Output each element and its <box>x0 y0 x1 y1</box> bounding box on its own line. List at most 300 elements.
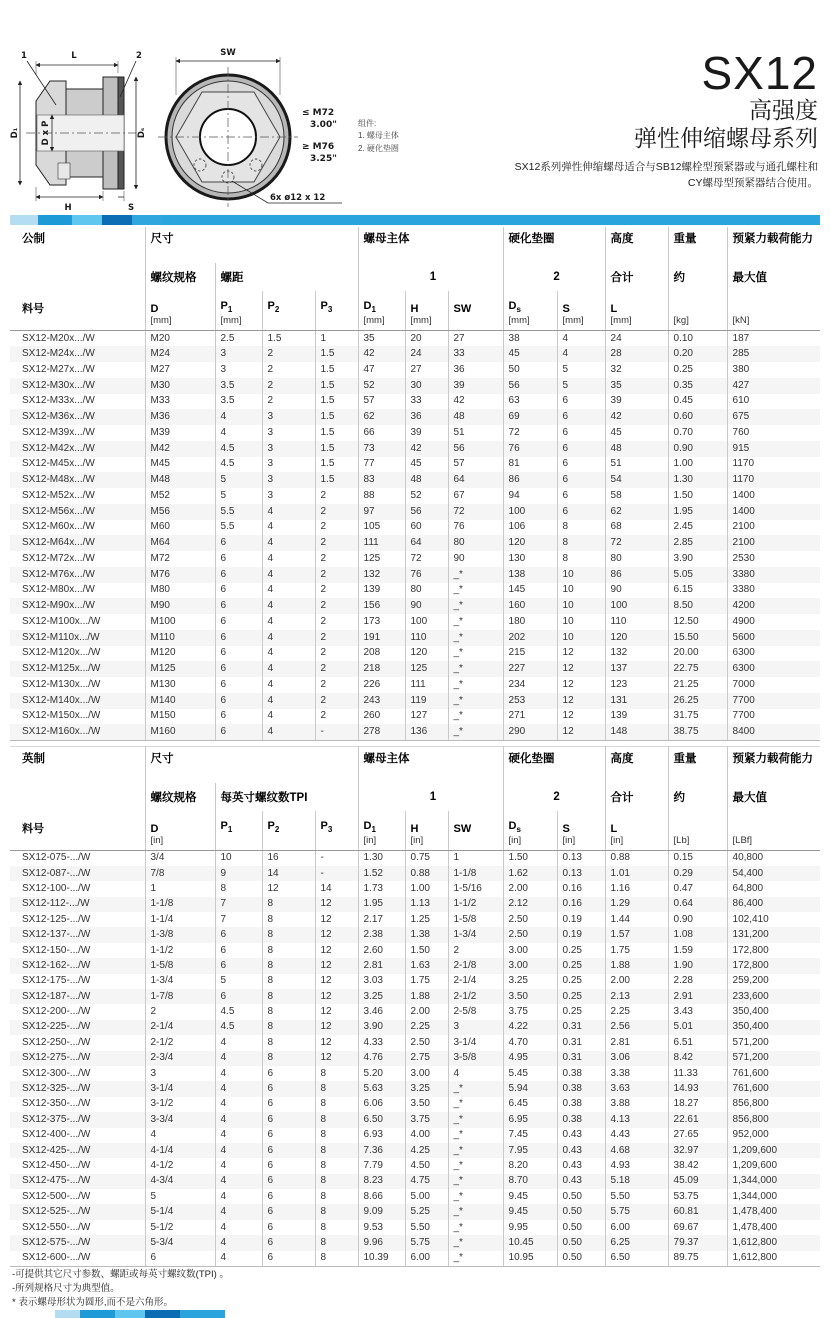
table-row <box>10 646 820 662</box>
value-cell: 12 <box>557 646 605 662</box>
value-cell: _* <box>448 630 503 646</box>
value-cell: 7700 <box>727 693 820 709</box>
table-row <box>10 677 820 693</box>
value-cell: 5.5 <box>215 504 262 520</box>
subgroup-pitch: 螺距 <box>215 263 358 291</box>
subgroup-empty <box>10 783 145 811</box>
value-cell: 227 <box>503 661 557 677</box>
value-cell: 5.50 <box>605 1189 668 1204</box>
value-cell: 1,478,400 <box>727 1204 820 1219</box>
value-cell: 8 <box>315 1066 358 1081</box>
value-cell: 4 <box>262 677 315 693</box>
part-number-cell: SX12-M130x.../W <box>22 678 101 690</box>
value-cell: 12 <box>557 661 605 677</box>
value-cell: 6 <box>145 1251 215 1266</box>
value-cell: 2.85 <box>668 535 727 551</box>
column-header: 料号 <box>10 291 145 331</box>
part-number-cell: SX12-M48x.../W <box>22 474 95 486</box>
value-cell: 6 <box>215 630 262 646</box>
value-cell: 21.25 <box>668 677 727 693</box>
value-cell: 1.75 <box>405 974 448 989</box>
value-cell: 6 <box>215 724 262 740</box>
value-cell: 2 <box>315 630 358 646</box>
table-row <box>10 331 820 347</box>
table-row <box>10 598 820 614</box>
subgroup-header-row <box>10 263 820 291</box>
column-header: $P_3$ <box>315 811 358 851</box>
value-cell: 0.38 <box>557 1081 605 1096</box>
subgroup-thread-spec: 螺纹规格 <box>145 783 215 811</box>
value-cell: 1-1/2 <box>145 943 215 958</box>
value-cell: 218 <box>358 661 405 677</box>
value-cell: 4.76 <box>358 1051 405 1066</box>
value-cell: 15.50 <box>668 630 727 646</box>
value-cell: 6 <box>215 551 262 567</box>
thread-range-le: ≤ M72 <box>302 108 335 118</box>
value-cell: M60 <box>145 520 215 536</box>
value-cell: 5.05 <box>668 567 727 583</box>
table-row <box>10 630 820 646</box>
value-cell: 3-1/4 <box>145 1081 215 1096</box>
value-cell: 0.15 <box>668 851 727 866</box>
value-cell: M48 <box>145 472 215 488</box>
value-cell: 9 <box>215 866 262 881</box>
value-cell: 6 <box>262 1112 315 1127</box>
value-cell: _* <box>448 693 503 709</box>
value-cell: 12 <box>315 912 358 927</box>
value-cell: 202 <box>503 630 557 646</box>
value-cell: 2 <box>315 567 358 583</box>
value-cell: 0.19 <box>557 912 605 927</box>
group-system: 英制 <box>22 753 45 765</box>
group-preload-capacity: 预紧力载荷能力 <box>727 227 820 263</box>
value-cell: 7.45 <box>503 1128 557 1143</box>
value-cell: _* <box>448 598 503 614</box>
table-row <box>10 1235 820 1250</box>
part-number-cell: SX12-M20x.../W <box>22 332 95 344</box>
table-row <box>10 362 820 378</box>
thread-range-ge-inch: 3.25" <box>310 154 337 164</box>
value-cell: 3.25 <box>503 974 557 989</box>
section-accent-bar <box>10 215 820 225</box>
value-cell: M72 <box>145 551 215 567</box>
table-row <box>10 488 820 504</box>
value-cell: 80 <box>605 551 668 567</box>
value-cell: 52 <box>358 378 405 394</box>
value-cell: 6.45 <box>503 1097 557 1112</box>
subgroup-component-1: 1 <box>358 263 503 291</box>
value-cell: 4.70 <box>503 1035 557 1050</box>
value-cell: 172,800 <box>727 958 820 973</box>
value-cell: _* <box>448 1097 503 1112</box>
value-cell: 76 <box>405 567 448 583</box>
value-cell: 22.75 <box>668 661 727 677</box>
table-row <box>10 520 820 536</box>
value-cell: 69 <box>503 409 557 425</box>
value-cell: 48 <box>448 409 503 425</box>
value-cell: 2 <box>315 583 358 599</box>
value-cell: 8.20 <box>503 1158 557 1173</box>
value-cell: 76 <box>448 520 503 536</box>
value-cell: 1,344,000 <box>727 1174 820 1189</box>
value-cell: 56 <box>448 441 503 457</box>
value-cell: 6 <box>215 989 262 1004</box>
value-cell: 4200 <box>727 598 820 614</box>
value-cell: 4.43 <box>605 1128 668 1143</box>
value-cell: 8 <box>315 1112 358 1127</box>
value-cell: 86 <box>605 567 668 583</box>
value-cell: 10.45 <box>503 1235 557 1250</box>
value-cell: 72 <box>605 535 668 551</box>
part-number-cell: SX12-087-.../W <box>22 867 91 879</box>
value-cell: 2 <box>315 709 358 725</box>
value-cell: 761,600 <box>727 1081 820 1096</box>
accent-segment <box>132 215 162 225</box>
dim-label-S: S <box>127 203 135 213</box>
column-header: 料号 <box>10 811 145 851</box>
value-cell: 6 <box>215 598 262 614</box>
value-cell: 9.45 <box>503 1204 557 1219</box>
part-number-cell: SX12-125-.../W <box>22 913 91 925</box>
value-cell: 4 <box>215 1051 262 1066</box>
value-cell: 2 <box>315 693 358 709</box>
value-cell: 80 <box>405 583 448 599</box>
column-header: S [in] <box>557 811 605 851</box>
column-header: $D_1$ [in] <box>358 811 405 851</box>
table-row <box>10 504 820 520</box>
value-cell: 8.50 <box>668 598 727 614</box>
table-row <box>10 614 820 630</box>
value-cell: 1.62 <box>503 866 557 881</box>
value-cell: 6 <box>262 1097 315 1112</box>
value-cell: 80 <box>448 535 503 551</box>
value-cell: 0.38 <box>557 1112 605 1127</box>
value-cell: 5 <box>557 362 605 378</box>
value-cell: 2-1/4 <box>448 974 503 989</box>
value-cell: 3.03 <box>358 974 405 989</box>
value-cell: 26.25 <box>668 693 727 709</box>
value-cell: 4 <box>262 567 315 583</box>
value-cell: 68 <box>605 520 668 536</box>
value-cell: _* <box>448 1189 503 1204</box>
value-cell: 1.52 <box>358 866 405 881</box>
value-cell: 1.5 <box>315 472 358 488</box>
value-cell: 3.43 <box>668 1004 727 1019</box>
column-header: [LBf] <box>727 811 820 851</box>
value-cell: 2.13 <box>605 989 668 1004</box>
series-description <box>515 160 818 192</box>
value-cell: 2100 <box>727 520 820 536</box>
part-number-cell: SX12-M39x.../W <box>22 426 95 438</box>
value-cell: 1.90 <box>668 958 727 973</box>
value-cell: 12 <box>315 1051 358 1066</box>
group-hardened-washer: 硬化垫圈 <box>503 747 605 784</box>
value-cell: 4 <box>262 551 315 567</box>
value-cell: 7/8 <box>145 866 215 881</box>
value-cell: 3.38 <box>605 1066 668 1081</box>
value-cell: 2-1/2 <box>145 1035 215 1050</box>
value-cell: 5-1/4 <box>145 1204 215 1219</box>
value-cell: 28 <box>605 346 668 362</box>
footnote-3: * 表示螺母形状为圆形,而不是六角形。 <box>12 1296 173 1308</box>
part-number-cell: SX12-M125x.../W <box>22 663 101 675</box>
value-cell: 3.75 <box>503 1004 557 1019</box>
metric-table-body <box>10 331 820 741</box>
value-cell: 8 <box>262 897 315 912</box>
part-number-cell: SX12-M56x.../W <box>22 505 95 517</box>
part-number-cell: SX12-M110x.../W <box>22 631 100 643</box>
accent-segment <box>80 1310 115 1318</box>
value-cell: 36 <box>405 409 448 425</box>
part-number-cell: SX12-M100x.../W <box>22 615 101 627</box>
part-number-cell: SX12-450-.../W <box>22 1160 91 1171</box>
value-cell: 253 <box>503 693 557 709</box>
value-cell: 856,800 <box>727 1097 820 1112</box>
value-cell: 64 <box>448 472 503 488</box>
value-cell: 5.01 <box>668 1020 727 1035</box>
value-cell: 2 <box>315 614 358 630</box>
value-cell: 2 <box>315 661 358 677</box>
value-cell: 160 <box>503 598 557 614</box>
value-cell: 0.16 <box>557 881 605 896</box>
value-cell: 10.95 <box>503 1251 557 1266</box>
value-cell: 8 <box>315 1204 358 1219</box>
column-header: SW <box>448 811 503 851</box>
value-cell: 8 <box>262 943 315 958</box>
value-cell: 2.81 <box>605 1035 668 1050</box>
column-header: $D_s$ [in] <box>503 811 557 851</box>
value-cell: 138 <box>503 567 557 583</box>
value-cell: 1.29 <box>605 897 668 912</box>
value-cell: 6 <box>262 1189 315 1204</box>
value-cell: 3 <box>145 1066 215 1081</box>
value-cell: 3.00 <box>503 958 557 973</box>
value-cell: 5 <box>145 1189 215 1204</box>
part-number-cell: SX12-600-.../W <box>10 1251 145 1266</box>
value-cell: 2.25 <box>405 1020 448 1035</box>
value-cell: 67 <box>448 488 503 504</box>
dim-label-SW: SW <box>220 48 236 58</box>
value-cell: 0.25 <box>557 1004 605 1019</box>
value-cell: M125 <box>145 661 215 677</box>
column-header: L [in] <box>605 811 668 851</box>
value-cell: 90 <box>405 598 448 614</box>
value-cell: 39 <box>605 394 668 410</box>
value-cell: 39 <box>405 425 448 441</box>
value-cell: M45 <box>145 457 215 473</box>
table-row <box>10 457 820 473</box>
value-cell: 12 <box>315 1035 358 1050</box>
value-cell: 2.28 <box>668 974 727 989</box>
table-row <box>10 1112 820 1127</box>
value-cell: 6 <box>262 1143 315 1158</box>
value-cell: 1.44 <box>605 912 668 927</box>
column-header: [kN] <box>727 291 820 331</box>
value-cell: 6 <box>262 1235 315 1250</box>
subgroup-total: 合计 <box>605 263 668 291</box>
value-cell: 6.06 <box>358 1097 405 1112</box>
value-cell: 14.93 <box>668 1081 727 1096</box>
value-cell: 3-5/8 <box>448 1051 503 1066</box>
value-cell: 3 <box>448 1020 503 1035</box>
value-cell: 60 <box>405 520 448 536</box>
value-cell: 8 <box>215 881 262 896</box>
value-cell: 27 <box>448 331 503 347</box>
value-cell: 5.75 <box>405 1235 448 1250</box>
value-cell: 139 <box>358 583 405 599</box>
value-cell: 0.50 <box>557 1235 605 1250</box>
value-cell: 7000 <box>727 677 820 693</box>
table-row <box>10 1204 820 1219</box>
value-cell: M36 <box>145 409 215 425</box>
value-cell: 8400 <box>727 724 820 740</box>
value-cell: 3-3/4 <box>145 1112 215 1127</box>
part-number-cell: SX12-137-.../W <box>22 929 91 941</box>
table-row <box>10 693 820 709</box>
value-cell: 12 <box>557 677 605 693</box>
value-cell: 54 <box>605 472 668 488</box>
value-cell: 4 <box>215 1204 262 1219</box>
value-cell: 4 <box>145 1128 215 1143</box>
value-cell: 3 <box>262 472 315 488</box>
part-number-cell: SX12-375-.../W <box>22 1113 91 1125</box>
accent-segment <box>38 215 72 225</box>
table-row <box>10 912 820 927</box>
column-header: L [mm] <box>605 291 668 331</box>
part-number-cell: SX12-M36x.../W <box>22 411 95 423</box>
value-cell: _* <box>448 614 503 630</box>
description-line-2: CY螺母型预紧器结合使用。 <box>687 176 818 189</box>
part-number-cell: SX12-250-.../W <box>22 1036 91 1048</box>
value-cell: 0.19 <box>557 927 605 942</box>
value-cell: 3 <box>262 488 315 504</box>
value-cell: 260 <box>358 709 405 725</box>
value-cell: 72 <box>448 504 503 520</box>
value-cell: 4-1/2 <box>145 1158 215 1173</box>
value-cell: 3-1/2 <box>145 1097 215 1112</box>
value-cell: 88 <box>358 488 405 504</box>
value-cell: 760 <box>727 425 820 441</box>
table-row <box>10 472 820 488</box>
value-cell: 111 <box>405 677 448 693</box>
value-cell: 42 <box>358 346 405 362</box>
table-row <box>10 866 820 881</box>
group-system: 公制 <box>22 233 45 245</box>
value-cell: 1.50 <box>503 851 557 866</box>
table-row <box>10 425 820 441</box>
value-cell: 100 <box>605 598 668 614</box>
value-cell: 1,344,000 <box>727 1189 820 1204</box>
value-cell: 271 <box>503 709 557 725</box>
value-cell: 5.50 <box>405 1220 448 1235</box>
value-cell: _* <box>448 646 503 662</box>
value-cell: 48 <box>405 472 448 488</box>
value-cell: 32 <box>605 362 668 378</box>
value-cell: 64 <box>405 535 448 551</box>
value-cell: 4.68 <box>605 1143 668 1158</box>
value-cell: 2 <box>315 520 358 536</box>
value-cell: 4 <box>215 1189 262 1204</box>
value-cell: 4.50 <box>405 1158 448 1173</box>
value-cell: 8 <box>315 1220 358 1235</box>
table-row <box>10 346 820 362</box>
value-cell: 2.50 <box>503 912 557 927</box>
value-cell: 675 <box>727 409 820 425</box>
value-cell: M30 <box>145 378 215 394</box>
value-cell: 3.5 <box>215 378 262 394</box>
bolt-circle-note: 6x ø12 x 12 <box>270 193 326 203</box>
value-cell: M160 <box>145 724 215 740</box>
value-cell: 1-1/8 <box>145 897 215 912</box>
value-cell: 6 <box>262 1174 315 1189</box>
value-cell: 8 <box>315 1174 358 1189</box>
value-cell: 4 <box>557 346 605 362</box>
value-cell: _* <box>448 709 503 725</box>
value-cell: M56 <box>145 504 215 520</box>
value-cell: 12 <box>557 709 605 725</box>
subtitle-series-name: 弹性伸缩螺母系列 <box>634 125 818 152</box>
part-number-cell: SX12-M140x.../W <box>22 694 101 706</box>
column-header: $P_3$ <box>315 291 358 331</box>
table-row <box>10 551 820 567</box>
value-cell: 64,800 <box>727 881 820 896</box>
value-cell: 8 <box>262 1051 315 1066</box>
column-header: $P_1$ [mm] <box>215 291 262 331</box>
value-cell: 0.25 <box>557 974 605 989</box>
part-number-cell: SX12-150-.../W <box>22 944 91 956</box>
value-cell: 2.50 <box>503 927 557 942</box>
column-header: SW <box>448 291 503 331</box>
value-cell: 12 <box>315 943 358 958</box>
group-nut-body: 螺母主体 <box>358 227 503 263</box>
value-cell: 5 <box>215 488 262 504</box>
value-cell: 119 <box>405 693 448 709</box>
value-cell: 6300 <box>727 646 820 662</box>
value-cell: 3.50 <box>503 989 557 1004</box>
value-cell: 136 <box>405 724 448 740</box>
value-cell: 8 <box>557 535 605 551</box>
value-cell: 3-1/4 <box>448 1035 503 1050</box>
thread-range-ge: ≥ M76 <box>302 142 335 152</box>
thread-range-le-inch: 3.00" <box>310 120 337 130</box>
value-cell: 6 <box>262 1251 315 1266</box>
dim-label-D1: D₁ <box>10 127 20 139</box>
value-cell: _* <box>448 677 503 693</box>
value-cell: 1.5 <box>315 378 358 394</box>
value-cell: 191 <box>358 630 405 646</box>
value-cell: 10 <box>557 630 605 646</box>
value-cell: 6.15 <box>668 583 727 599</box>
value-cell: 3 <box>262 425 315 441</box>
part-number-cell: SX12-M76x.../W <box>22 568 95 580</box>
value-cell: 5-3/4 <box>145 1235 215 1250</box>
value-cell: 1.30 <box>668 472 727 488</box>
nut-front-view-drawing <box>150 45 350 215</box>
footnote-2: -所列规格尺寸为典型值。 <box>12 1282 120 1294</box>
value-cell: - <box>315 724 358 740</box>
value-cell: 52 <box>405 488 448 504</box>
value-cell: 8 <box>262 1004 315 1019</box>
value-cell: 2-5/8 <box>448 1004 503 1019</box>
group-weight: 重量 <box>668 747 727 784</box>
value-cell: 1.01 <box>605 866 668 881</box>
value-cell: 6 <box>215 943 262 958</box>
value-cell: 8 <box>315 1143 358 1158</box>
value-cell: 0.90 <box>668 912 727 927</box>
group-height: 高度 <box>605 747 668 784</box>
part-number-cell: SX12-M60x.../W <box>22 521 95 533</box>
table-row <box>10 958 820 973</box>
